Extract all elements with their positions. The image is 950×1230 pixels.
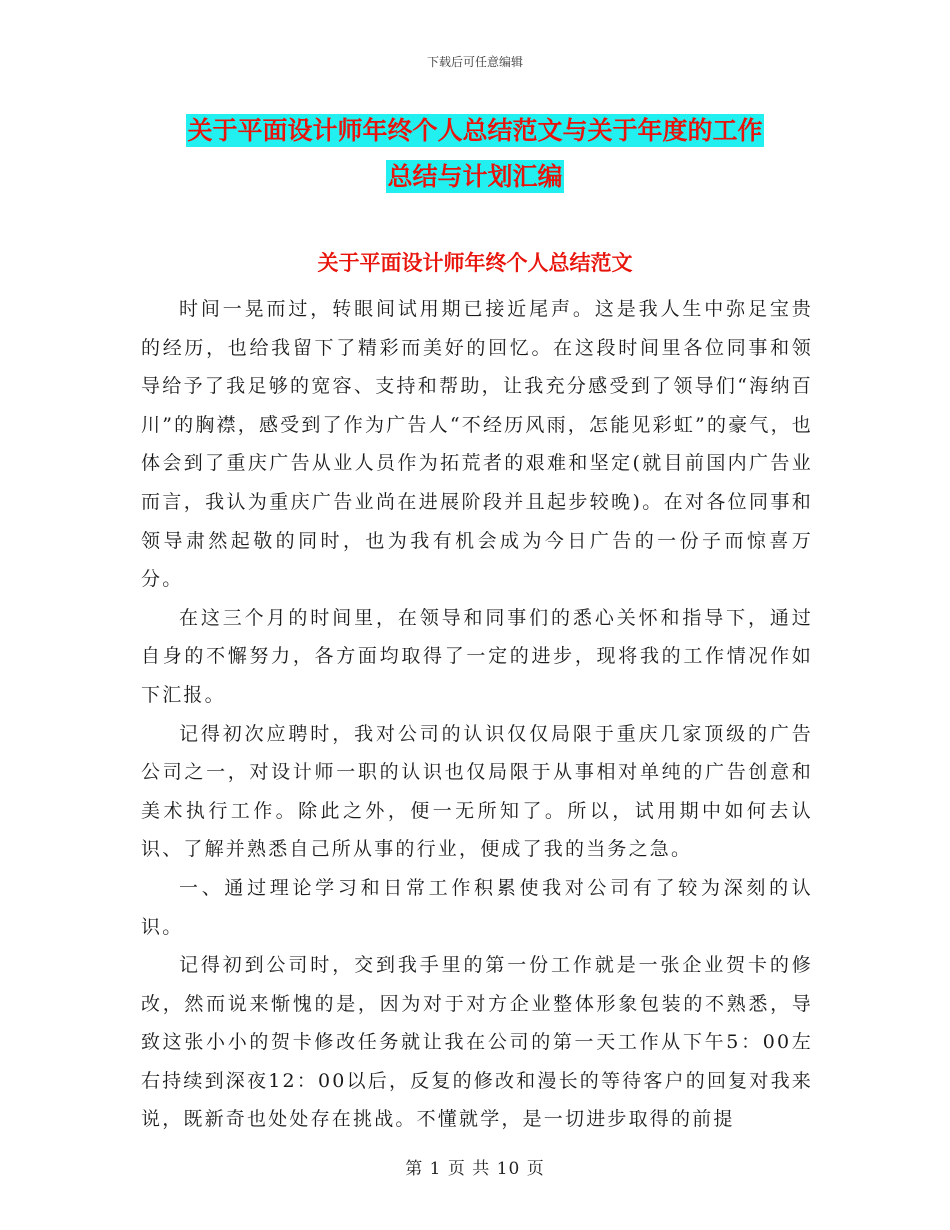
- paragraph: 记得初次应聘时，我对公司的认识仅仅局限于重庆几家顶级的广告公司之一，对设计师一职的认识也仅局限于从事相对单纯的广告创意和美术执行工作。除此之外，便一无所知了。所以，试用期中如何去认识、了解并熟悉自己所从事的行业，便成了我的当务之急。: [141, 722, 813, 861]
- document-title-line2: 总结与计划汇编: [387, 162, 563, 191]
- document-title-line1: 关于平面设计师年终个人总结范文与关于年度的工作: [187, 116, 763, 145]
- header-note: 下载后可任意编辑: [426, 55, 523, 69]
- page-number-footer: 第 1 页 共 10 页: [405, 1159, 545, 1179]
- section-title: 关于平面设计师年终个人总结范文: [317, 250, 633, 275]
- document-body: [141, 290, 813, 1139]
- paragraph: 时间一晃而过，转眼间试用期已接近尾声。这是我人生中弥足宝贵的经历，也给我留下了精彩而美好的回忆。在这段时间里各位同事和领导给予了我足够的宽容、支持和帮助，让我充分感受到了领导们“海纳百川”的胸襟，感受到了作为广告人“不经历风雨，怎能见彩虹”的豪气，也体会到了重庆广告从业人员作为拓荒者的艰难和坚定(就目前国内广告业而言，我认为重庆广告业尚在进展阶段并且起步较晚)。在对各位同事和领导肃然起敬的同时，也为我有机会成为今日广告的一份子而惊喜万分。: [141, 298, 813, 591]
- paragraph: 在这三个月的时间里，在领导和同事们的悉心关怀和指导下，通过自身的不懈努力，各方面均取得了一定的进步，现将我的工作情况作如下汇报。: [141, 606, 813, 706]
- document-title: [120, 108, 830, 200]
- paragraph: 记得初到公司时，交到我手里的第一份工作就是一张企业贺卡的修改，然而说来惭愧的是，因为对于对方企业整体形象包装的不熟悉，导致这张小小的贺卡修改任务就让我在公司的第一天工作从下午5：00左右持续到深夜12：00以后，反复的修改和漫长的等待客户的回复对我来说，既新奇也处处存在挑战。不懂就学，是一切进步取得的前提: [141, 954, 813, 1131]
- paragraph: 一、通过理论学习和日常工作积累使我对公司有了较为深刻的认识。: [141, 876, 813, 938]
